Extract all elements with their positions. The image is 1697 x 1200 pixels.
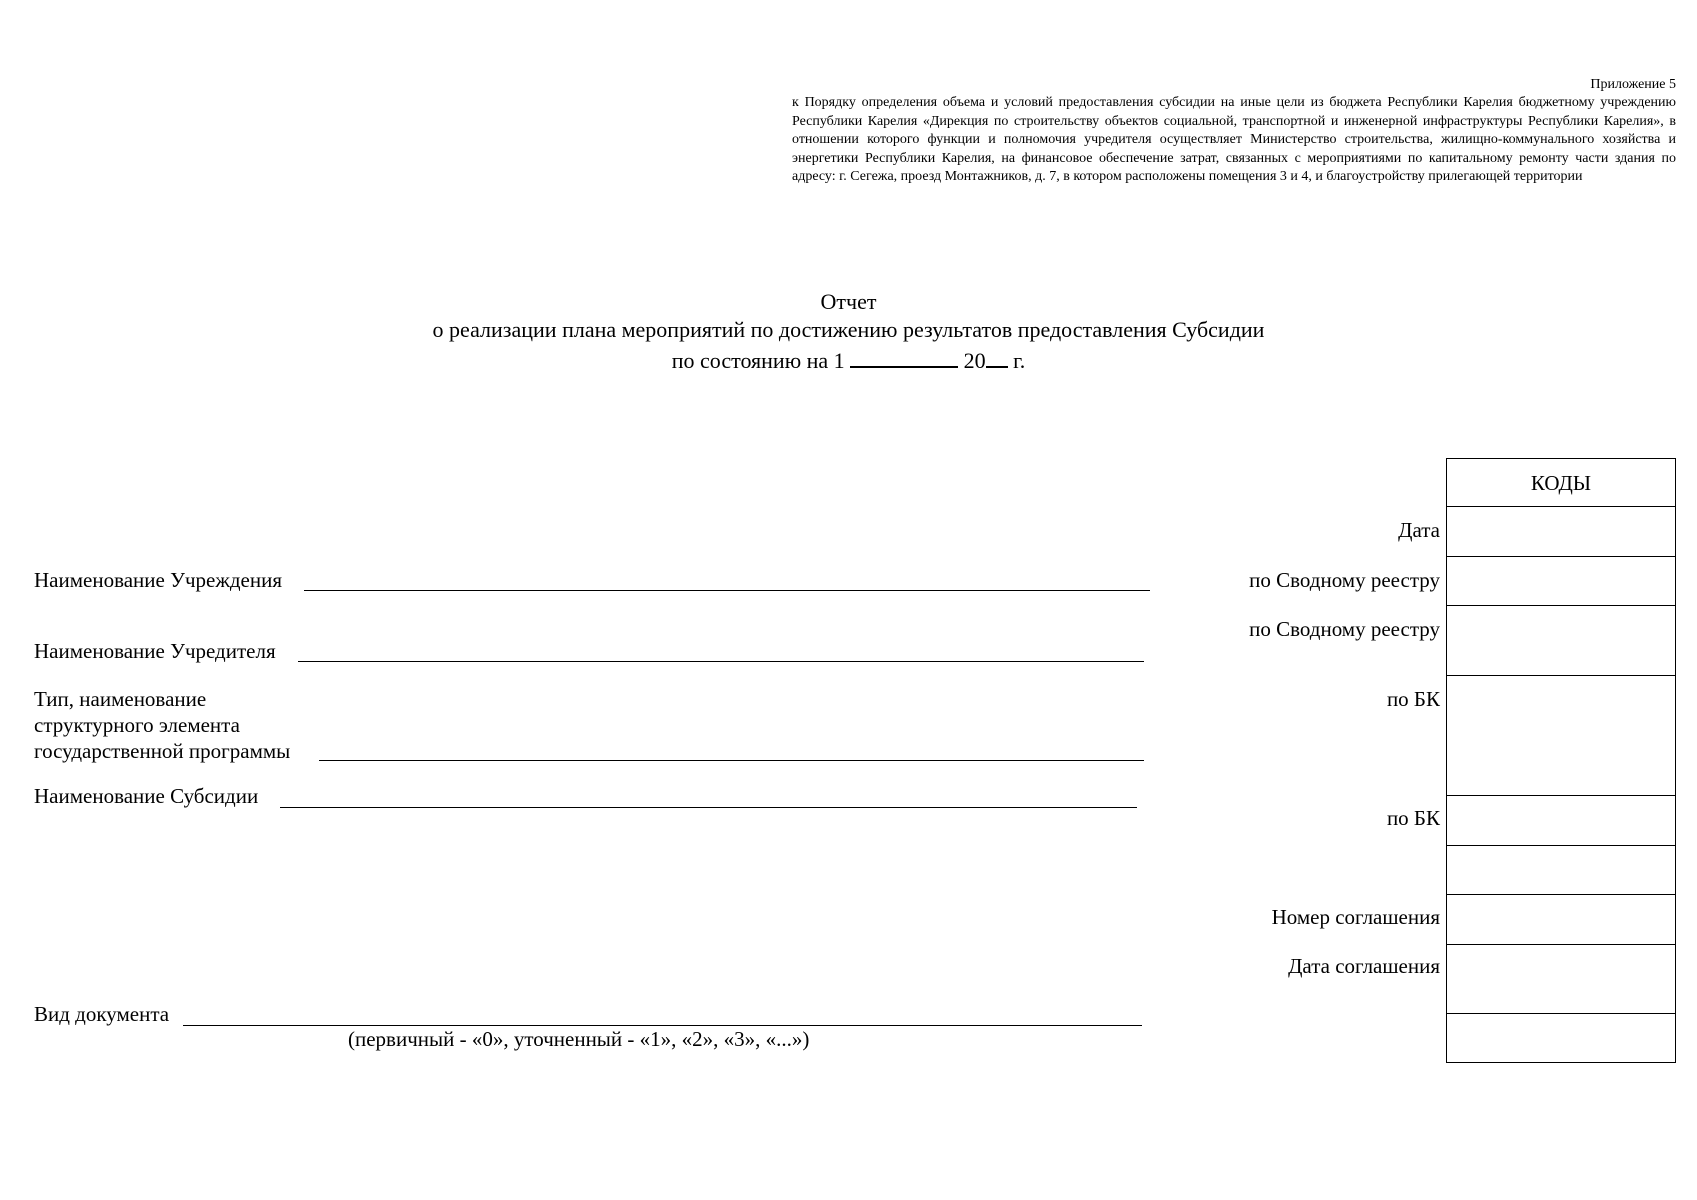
codes-cell-registry-1[interactable] (1447, 556, 1675, 605)
codes-label-registry-1: по Сводному реестру (1249, 568, 1440, 592)
codes-label-agreement-number: Номер соглашения (1271, 905, 1440, 929)
report-date-prefix: по состоянию на 1 (671, 348, 845, 373)
institution-line[interactable] (304, 590, 1150, 591)
codes-cell-extra[interactable] (1447, 845, 1675, 894)
appendix-title: Приложение 5 (1590, 77, 1676, 92)
report-year-suffix: г. (1013, 348, 1026, 373)
codes-cell-bk-2[interactable] (1447, 795, 1675, 845)
report-title-line1: Отчет (820, 289, 877, 314)
founder-label: Наименование Учредителя (34, 639, 276, 663)
codes-cell-bk-1[interactable] (1447, 675, 1675, 795)
codes-label-agreement-date: Дата соглашения (1288, 954, 1440, 978)
appendix-block (792, 76, 1676, 187)
report-title (0, 288, 1697, 375)
appendix-text: к Порядку определения объема и условий предоставления субсидии на иные цели из бюджета Республики Карелия бюджетному учреждению Республики Карелия «Дирекция по строительству объектов социальной, транспортной и инженерной инфраструктуры Республики Карелия», в отношении которого функции и полномочия учредителя осуществляет Министерство строительства, жилищно-коммунального хозяйства и энергетики Республики Карелия, на финансовое обеспечение затрат, связанных с мероприятиями по капитальному ремонту части здания по адресу: г. Сегежа, проезд Монтажников, д. 7, в котором расположены помещения 3 и 4, и благоустройству прилегающей территории (792, 95, 1676, 185)
subsidy-line[interactable] (280, 807, 1137, 808)
doc-type-note: (первичный - «0», уточненный - «1», «2», «3», «...») (348, 1027, 810, 1051)
codes-label-bk-2: по БК (1386, 806, 1440, 830)
codes-label-bk-1: по БК (1386, 687, 1440, 711)
codes-cell-last[interactable] (1447, 1013, 1675, 1062)
codes-cell-agreement-number[interactable] (1447, 894, 1675, 944)
codes-table (1446, 458, 1676, 1063)
program-label-line3: государственной программы (34, 739, 291, 763)
report-title-line3 (0, 344, 1697, 375)
codes-header: КОДЫ (1530, 471, 1592, 495)
codes-label-date: Дата (1398, 518, 1440, 542)
codes-cell-registry-2[interactable] (1447, 605, 1675, 675)
codes-label-registry-2: по Сводному реестру (1249, 617, 1440, 641)
report-title-line2: о реализации плана мероприятий по достижению результатов предоставления Субсидии (432, 317, 1265, 342)
program-label-line2: структурного элемента (34, 713, 240, 737)
program-label-line1: Тип, наименование (34, 687, 207, 711)
report-year-prefix: 20 (963, 348, 986, 373)
codes-cell-date[interactable] (1447, 506, 1675, 556)
founder-line[interactable] (298, 661, 1144, 662)
doc-type-label: Вид документа (34, 1002, 170, 1026)
codes-cell-agreement-date[interactable] (1447, 944, 1675, 1013)
report-year-blank[interactable] (986, 344, 1008, 368)
subsidy-label: Наименование Субсидии (34, 784, 259, 808)
report-month-blank[interactable] (850, 344, 958, 368)
program-line[interactable] (319, 760, 1144, 761)
institution-label: Наименование Учреждения (34, 568, 282, 592)
